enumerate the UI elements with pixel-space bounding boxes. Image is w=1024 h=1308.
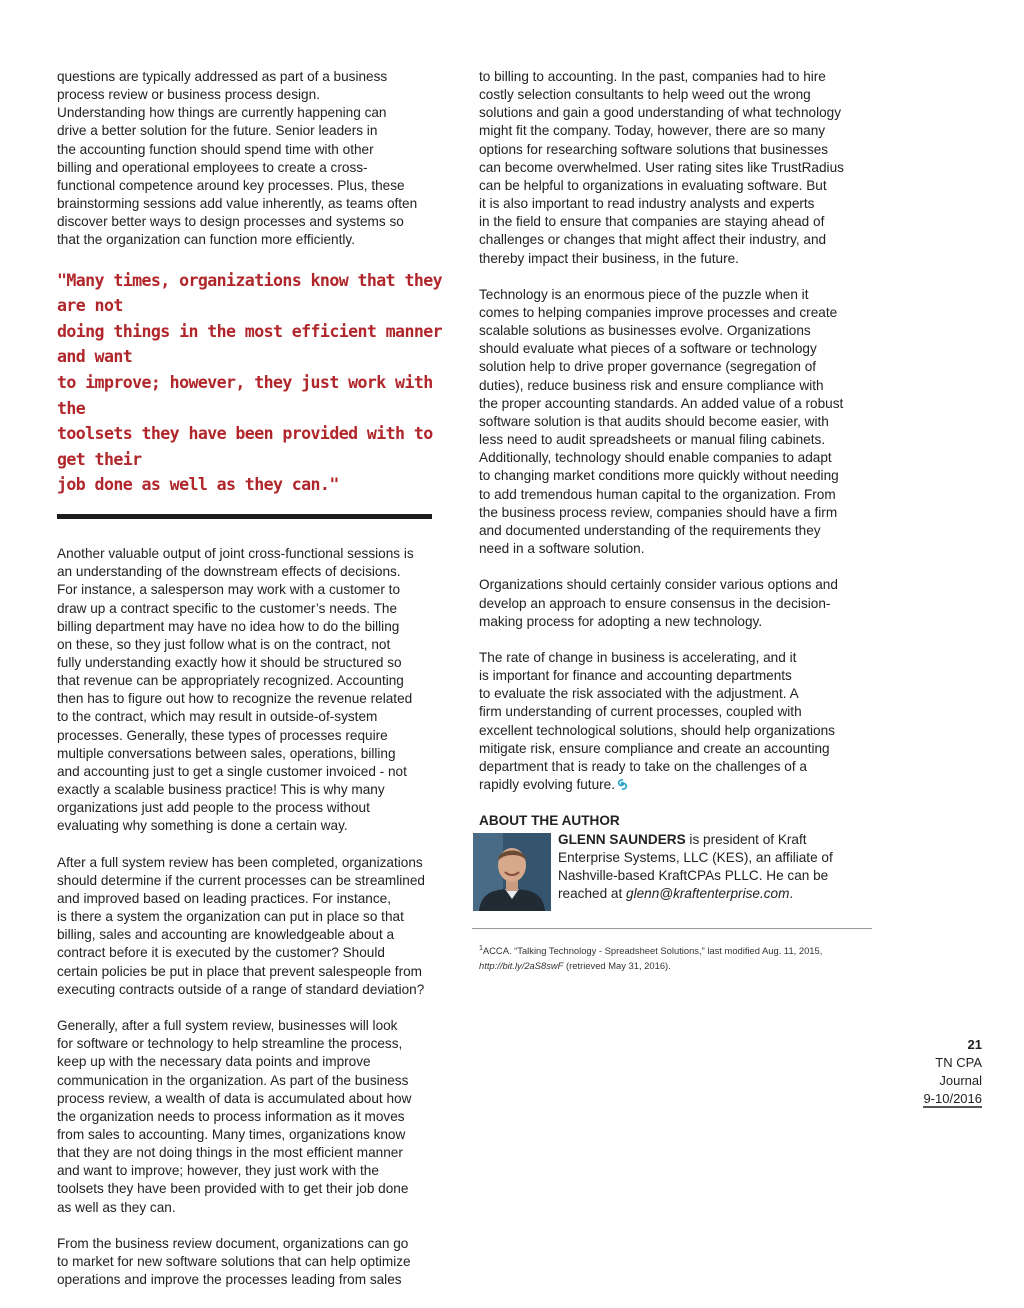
pull-quote: "Many times, organizations know that they are not doing things in the most efficient manner and want to improve; however, they just work with the toolsets they have been provided with to get their job done as well as they can.": [57, 270, 443, 495]
author-email-link[interactable]: glenn@kraftenterprise.com: [626, 885, 790, 901]
page-number: 21: [967, 1037, 982, 1052]
journal-name-line2: Journal: [939, 1073, 982, 1088]
author-photo: [473, 833, 551, 911]
paragraph: From the business review document, organizations can go to market for new software solutions that can help optimize operations and improve the processes leading from sales: [57, 1235, 411, 1288]
paragraph: to billing to accounting. In the past, companies had to hire costly selection consultants to help weed out the wrong solutions and gain a good understanding of what technology might fit the company. Today, however, there are so many options for researching software solutions that businesses can become overwhelmed. User rating sites like TrustRadius can be helpful to organizations in evaluating software. But it is also important to read industry analysts and experts in the field to ensure that companies are staying ahead of challenges or changes that might affect their industry, and thereby impact their business, in the future.: [479, 69, 844, 266]
footnote-text: ACCA. “Talking Technology - Spreadsheet Solutions,” last modified Aug. 11, 2015,: [482, 945, 823, 957]
right-column: [479, 68, 881, 911]
author-block: [479, 831, 881, 911]
footnote-divider: [472, 928, 872, 929]
footnote-url-link[interactable]: http://bit.ly/2aS8swF: [479, 959, 564, 971]
paragraph: Technology is an enormous piece of the puzzle when it comes to helping companies improve processes and create scalable solutions as businesses evolve. Organizations should evaluate what pieces of a software or technology solution help to drive proper governance (segregation of duties), reduce business risk and ensure compliance with the proper accounting standards. An added value of a robust software solution is that audits should become easier, with less need to audit spreadsheets or manual filing cabinets. Additionally, technology should enable companies to adapt to changing market conditions more quickly without needing to add tremendous human capital to the organization. From the business process review, companies should have a firm and documented understanding of the requirements they need in a software solution.: [479, 286, 844, 557]
paragraph: questions are typically addressed as part of a business process review or business process design. Understanding how things are currently happening can drive a better solution for the future. Senior leaders in the accounting function should spend time with other billing and operational employees to create a cross- functional competence around key processes. Plus, these brainstorming sessions add value inherently, as teams often discover better ways to design processes and systems so that the organization can function more efficiently.: [57, 69, 418, 248]
left-column: [57, 68, 465, 1308]
issue-date-link[interactable]: 9-10/2016: [923, 1091, 982, 1106]
paragraph-text: The rate of change in business is accelerating, and it is important for finance and accounting departments to evaluate the risk associated with the adjustment. A firm understanding of current processes, coupled with excellent technological solutions, should help organizations mitigate risk, ensure compliance and create an accounting department that is ready to take on the challenges of a rapidly evolving future.: [479, 649, 835, 793]
tn-cpa-swirl-icon: [617, 779, 628, 790]
page-folio: [923, 1036, 982, 1108]
author-name: GLENN SAUNDERS: [558, 831, 686, 847]
footnote-retrieved: (retrieved May 31, 2016).: [563, 959, 671, 971]
paragraph: Another valuable output of joint cross-functional sessions is an understanding of the downstream effects of decisions. For instance, a salesperson may work with a customer to draw up a contract specific to the customer’s needs. The billing department may have no idea how to do the billing on these, so they just follow what is on the contract, not fully understanding exactly how it should be structured so that revenue can be appropriately recognized. Accounting then has to figure out how to recognize the revenue related to the contract, which may result in outside-of-system processes. Generally, these types of processes require multiple conversations between sales, operations, billing and accounting just to get a single customer invoiced - not exactly a scalable business practice! This is why many organizations just add people to the process without evaluating why something is done a certain way.: [57, 546, 414, 834]
author-portrait-image: [473, 833, 551, 911]
paragraph: Generally, after a full system review, businesses will look for software or technology to help streamline the process, keep up with the necessary data points and improve communication in the organization. As part of the business process review, a wealth of data is accumulated about how the organization needs to process information as it moves from sales to accounting. Many times, organizations know that they are not doing things in the most efficient manner and want to improve; however, they just work with the toolsets they have been provided with to get their job done as well as they can.: [57, 1018, 412, 1215]
paragraph: After a full system review has been completed, organizations should determine if the current processes can be streamlined and improved based on leading practices. For instance, is there a system the organization can put in place so that billing, sales and accounting are knowledgeable about a contract before it is executed by the customer? Should certain policies be put in place that prevent salespeople from executing contracts outside of a range of standard deviation?: [57, 854, 425, 997]
footnote: [479, 942, 879, 973]
about-author-heading: ABOUT THE AUTHOR: [479, 813, 620, 829]
paragraph: [479, 649, 881, 794]
author-bio-text: is president of Kraft Enterprise Systems, LLC (KES), an affiliate of Nashville-based KraftCPAs PLLC. He can be reached at: [558, 831, 833, 901]
paragraph: Organizations should certainly consider various options and develop an approach to ensure consensus in the decision- making process for adopting a new technology.: [479, 577, 838, 629]
footnote-marker: 1: [479, 945, 483, 952]
author-bio-end: .: [789, 885, 794, 901]
author-bio: [558, 831, 878, 904]
pull-quote-divider: [57, 514, 432, 519]
journal-name-line1: TN CPA: [935, 1055, 982, 1070]
